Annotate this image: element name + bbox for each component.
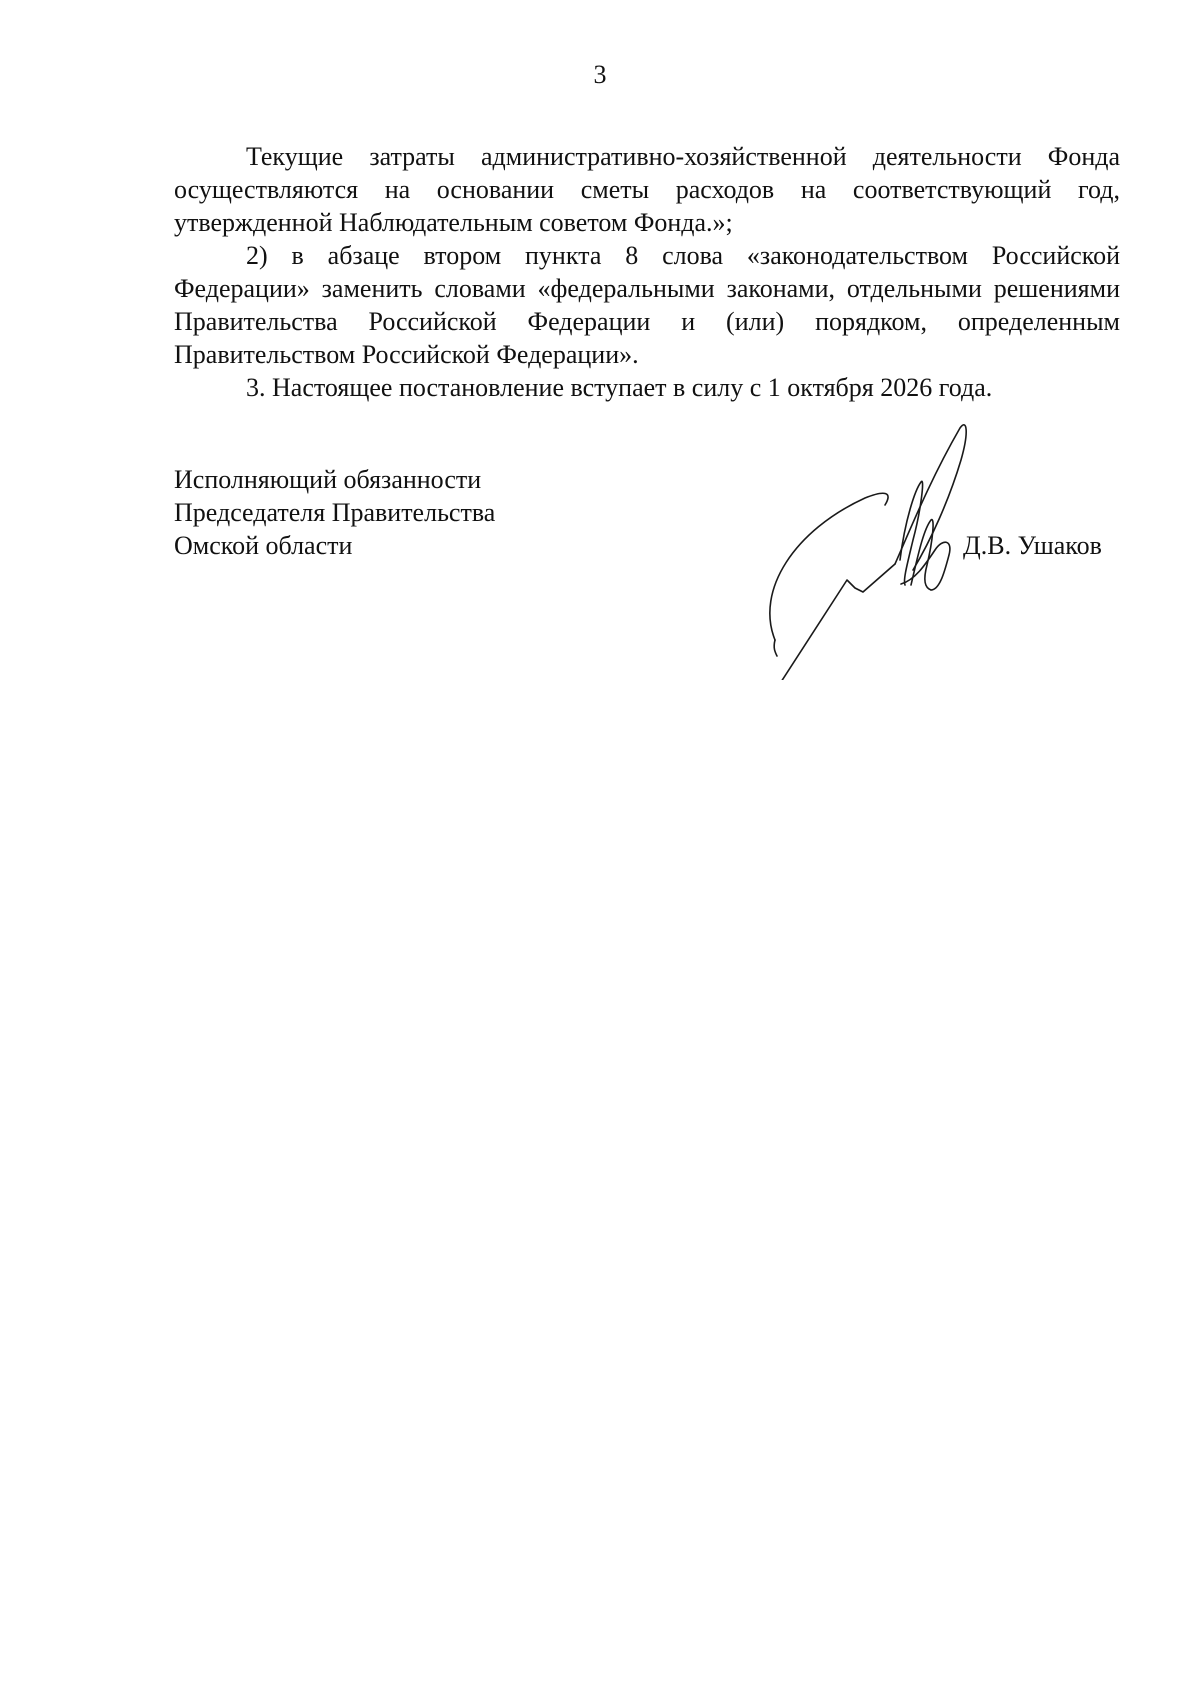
signatory-position: [174, 463, 495, 562]
document-body: [174, 140, 1120, 404]
paragraph-effective-date: 3. Настоящее постановление вступает в силу с 1 октября 2026 года.: [246, 373, 993, 402]
paragraph-amendment-item-2: 2) в абзаце втором пункта 8 слова «законодательством Российской Федерации» заменить словами «федеральными законами, отдельными решениями Правительства Российской Федерации и (или) порядком, определенным Правительством Российской Федерации».: [174, 241, 1120, 369]
signatory-position-line-1: Исполняющий обязанности: [174, 465, 482, 494]
signatory-position-line-3: Омской области: [174, 531, 353, 560]
paragraph-current-costs: Текущие затраты административно-хозяйственной деятельности Фонда осуществляются на основании сметы расходов на соответствующий год, утвержденной Наблюдательным советом Фонда.»;: [174, 142, 1120, 237]
page-number: 3: [593, 60, 607, 89]
signatory-position-line-2: Председателя Правительства: [174, 498, 496, 527]
signatory-name: Д.В. Ушаков: [963, 531, 1102, 560]
handwritten-signature: [735, 420, 995, 680]
